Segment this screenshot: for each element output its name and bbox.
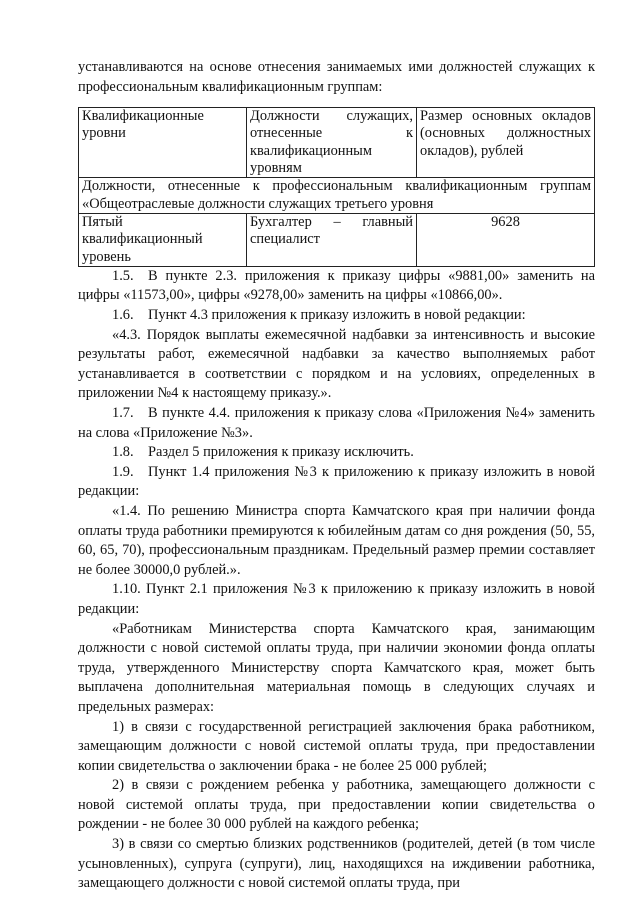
list-item: 3) в связи со смертью близких родственников (родителей, детей (в том числе усыновленных), супруга (супруги), лиц, находящихся на иждивении работника, замещающего должности с новой системой оплаты труда, при xyxy=(78,836,595,892)
paragraph-1-7: 1.7. В пункте 4.4. приложения к приказу слова «Приложения №4» заменить на слова «Приложение №3». xyxy=(78,405,595,441)
cell-position: Бухгалтер – главный специалист xyxy=(247,213,417,266)
paragraph-1-9: 1.9. Пункт 1.4 приложения №3 к приложению к приказу изложить в новой редакции: xyxy=(78,463,595,500)
quote-1-4: «1.4. По решению Министра спорта Камчатского края при наличии фонда оплаты труда работники премируются к юбилейным датам со дня рождения (50, 55, 60, 65, 70), профессиональным праздникам. Предельный размер премии составляет не более 30000,0 рублей.». xyxy=(78,502,595,578)
document-page xyxy=(78,58,595,894)
header-salary: Размер основных окладов (основных должностных окладов), рублей xyxy=(417,108,595,178)
intro-paragraph: устанавливаются на основе отнесения занимаемых ими должностей служащих к профессиональным квалификационным группам: xyxy=(78,59,595,95)
list-item: 2) в связи с рождением ребенка у работника, замещающего должности с новой системой оплаты труда, при предоставлении копии свидетельства о рождении - не более 30 000 рублей на каждого ребенка; xyxy=(78,777,595,833)
table-group-row xyxy=(79,178,595,214)
header-positions: Должности служащих, отнесенные к квалификационным уровням xyxy=(247,108,417,178)
paragraph-1-6: 1.6. Пункт 4.3 приложения к приказу изложить в новой редакции: xyxy=(112,307,526,324)
table-header-row xyxy=(79,108,595,178)
paragraph-1-10: 1.10. Пункт 2.1 приложения №3 к приложению к приказу изложить в новой редакции: xyxy=(78,581,595,617)
qualification-table xyxy=(78,107,595,267)
header-levels: Квалификационные уровни xyxy=(79,108,247,178)
table-row xyxy=(79,213,595,266)
paragraph-1-8: 1.8. Раздел 5 приложения к приказу исключить. xyxy=(112,444,414,461)
quote-4-3: «4.3. Порядок выплаты ежемесячной надбавки за интенсивность и высокие результаты работ, ежемесячной надбавки за качество выполняемых работ устанавливается в соответствии с порядком и на условиях, определенных в приложении №4 к настоящему приказу.». xyxy=(78,326,595,402)
quote-2-1: «Работникам Министерства спорта Камчатского края, занимающим должности с новой системой оплаты труда, при наличии экономии фонда оплаты труда, утвержденного Министерству спорта Камчатского края, может быть выплачена дополнительная материальная помощь в следующих случаях и предельных размерах: xyxy=(78,620,595,715)
group-title: Должности, отнесенные к профессиональным квалификационным группам «Общеотраслевые должности служащих третьего уровня xyxy=(79,178,595,214)
cell-salary: 9628 xyxy=(417,213,595,266)
list-item: 1) в связи с государственной регистрацией заключения брака работником, замещающим должности с новой системой оплаты труда, при предоставлении копии свидетельства о заключении брака - не более 25 000 рублей; xyxy=(78,718,595,774)
cell-level: Пятый квалификационный уровень xyxy=(79,213,247,266)
paragraph-1-5: 1.5. В пункте 2.3. приложения к приказу цифры «9881,00» заменить на цифры «11573,00», цифры «9278,00» заменить на цифры «10866,00». xyxy=(78,267,595,304)
